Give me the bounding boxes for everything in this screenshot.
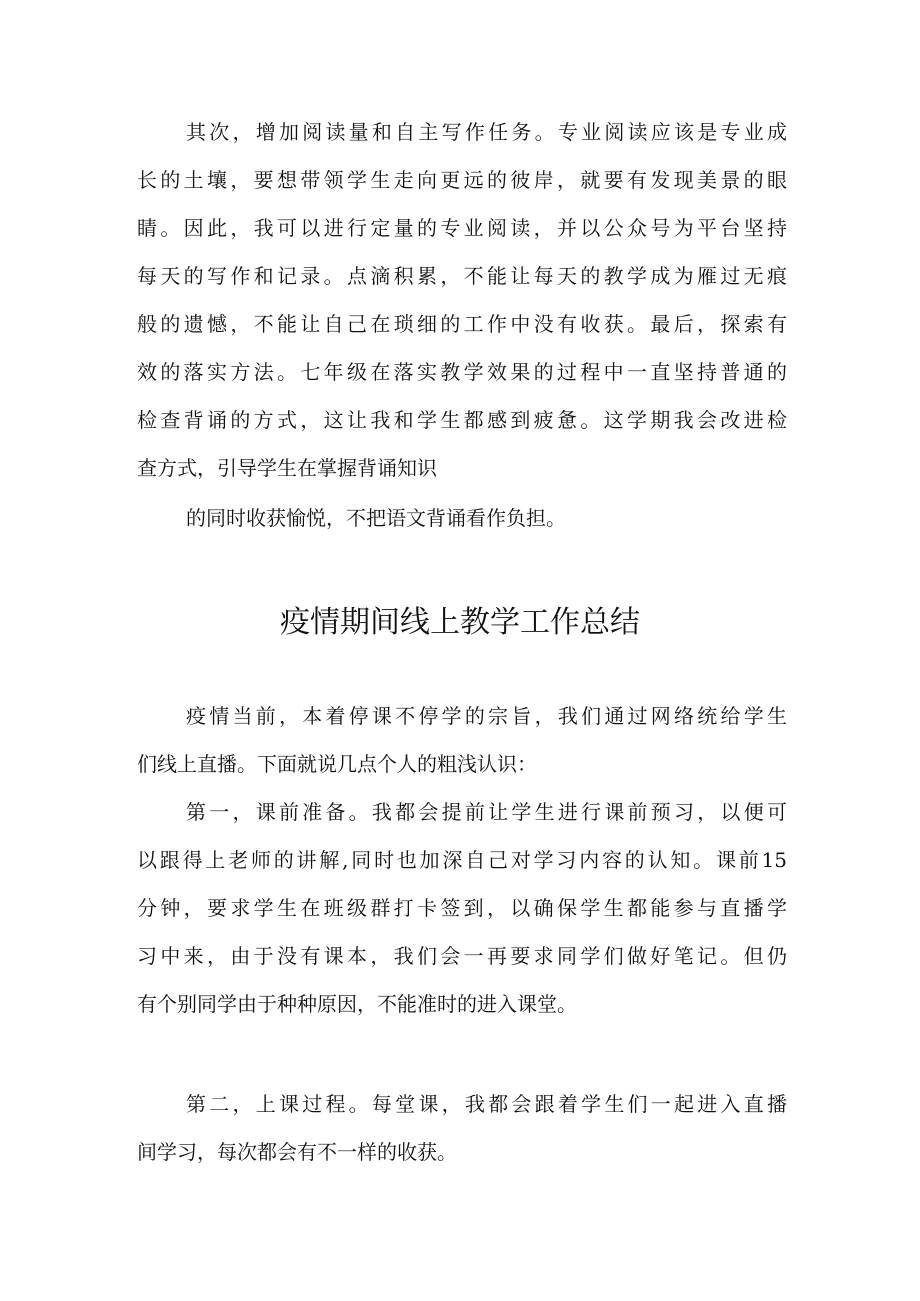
text-line: 习中来，由于没有课本，我们会一再要求同学们做好笔记。但仍 xyxy=(137,944,787,968)
text-line: 第一，课前准备。我都会提前让学生进行课前预习，以便可 xyxy=(186,800,787,824)
text-line: 有个别同学由于种种原因，不能准时的进入课堂。 xyxy=(137,992,577,1016)
text-line: 检查背诵的方式，这让我和学生都感到疲惫。这学期我会改进检 xyxy=(137,408,787,432)
text-line: 第二，上课过程。每堂课，我都会跟着学生们一起进入直播 xyxy=(186,1092,787,1116)
text-line: 间学习，每次都会有不一样的收获。 xyxy=(137,1140,457,1164)
text-line: 般的遗憾，不能让自己在琐细的工作中没有收获。最后，探索有 xyxy=(137,312,787,336)
text-line: 的同时收获愉悦，不把语文背诵看作负担。 xyxy=(186,506,566,530)
text-line: 效的落实方法。七年级在落实教学效果的过程中一直坚持普通的 xyxy=(137,360,787,384)
text-line: 每天的写作和记录。点滴积累，不能让每天的教学成为雁过无痕 xyxy=(137,264,787,288)
text-line: 以跟得上老师的讲解,同时也加深自己对学习内容的认知。课前15 xyxy=(137,848,787,872)
text-line: 查方式，引导学生在掌握背诵知识 xyxy=(137,456,437,480)
page-title: 疫情期间线上教学工作总结 xyxy=(280,605,640,640)
text-line: 疫情当前，本着停课不停学的宗旨，我们通过网络统给学生 xyxy=(186,704,787,728)
text-line: 睛。因此，我可以进行定量的专业阅读，并以公众号为平台坚持 xyxy=(137,216,787,240)
text-line: 长的土壤，要想带领学生走向更远的彼岸，就要有发现美景的眼 xyxy=(137,168,787,192)
text-line: 其次，增加阅读量和自主写作任务。专业阅读应该是专业成 xyxy=(186,120,787,144)
text-line: 们线上直播。下面就说几点个人的粗浅认识： xyxy=(137,752,537,776)
text-line: 分钟，要求学生在班级群打卡签到，以确保学生都能参与直播学 xyxy=(137,896,787,920)
